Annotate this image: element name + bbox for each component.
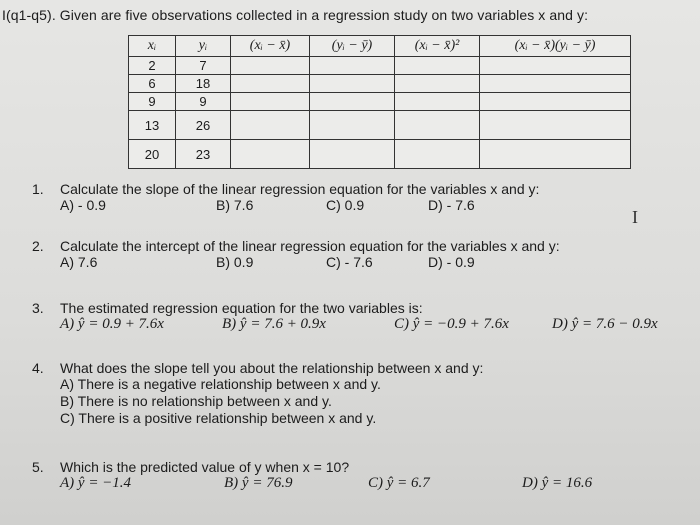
col-header-y-dev: (yᵢ − ȳ) bbox=[310, 36, 395, 57]
cell-y: 26 bbox=[176, 111, 231, 140]
cell-empty bbox=[231, 140, 310, 169]
table-row bbox=[129, 57, 631, 75]
cell-x: 2 bbox=[129, 57, 176, 75]
col-header-product: (xᵢ − x̄)(yᵢ − ȳ) bbox=[480, 36, 631, 57]
cell-empty bbox=[480, 75, 631, 93]
col-header-x-dev: (xᵢ − x̄) bbox=[231, 36, 310, 57]
question-number: 2. bbox=[32, 238, 44, 254]
cell-y: 23 bbox=[176, 140, 231, 169]
question-stem: Calculate the intercept of the linear regression equation for the variables x and y: bbox=[60, 238, 560, 254]
question-number: 5. bbox=[32, 459, 44, 475]
cell-empty bbox=[310, 111, 395, 140]
question-3 bbox=[32, 300, 658, 335]
question-stem: Calculate the slope of the linear regression equation for the variables x and y: bbox=[60, 181, 540, 197]
question-4 bbox=[32, 360, 483, 427]
cell-x: 13 bbox=[129, 111, 176, 140]
table-row bbox=[129, 75, 631, 93]
cell-y: 9 bbox=[176, 93, 231, 111]
option-b[interactable]: B) 0.9 bbox=[216, 254, 254, 270]
cell-empty bbox=[395, 111, 480, 140]
question-5 bbox=[32, 459, 593, 494]
option-b[interactable]: B) ŷ = 7.6 + 0.9x bbox=[222, 316, 326, 332]
option-d[interactable]: D) - 7.6 bbox=[428, 197, 475, 213]
option-a[interactable]: A) ŷ = −1.4 bbox=[60, 475, 132, 491]
option-a[interactable]: A) - 0.9 bbox=[60, 197, 106, 213]
cell-empty bbox=[310, 75, 395, 93]
cell-empty bbox=[395, 75, 480, 93]
question-number: 1. bbox=[32, 181, 44, 197]
observations-table bbox=[128, 35, 631, 169]
question-stem: The estimated regression equation for the two variables is: bbox=[60, 300, 423, 316]
option-b[interactable]: B) There is no relationship between x and y. bbox=[60, 393, 332, 409]
cell-empty bbox=[395, 93, 480, 111]
option-b[interactable]: B) 7.6 bbox=[216, 197, 254, 213]
question-2 bbox=[32, 238, 560, 273]
cell-empty bbox=[480, 140, 631, 169]
col-header-x: xᵢ bbox=[129, 36, 176, 57]
cell-x: 9 bbox=[129, 93, 176, 111]
cell-empty bbox=[480, 57, 631, 75]
cell-y: 7 bbox=[176, 57, 231, 75]
page-header: I(q1-q5). Given are five observations collected in a regression study on two variables x and y: bbox=[2, 7, 589, 23]
col-header-x-dev-sq: (xᵢ − x̄)² bbox=[395, 36, 480, 57]
cell-empty bbox=[231, 75, 310, 93]
option-d[interactable]: D) ŷ = 7.6 − 0.9x bbox=[552, 316, 658, 332]
option-c[interactable]: C) 0.9 bbox=[326, 197, 365, 213]
cell-empty bbox=[395, 57, 480, 75]
cell-y: 18 bbox=[176, 75, 231, 93]
question-stem: What does the slope tell you about the relationship between x and y: bbox=[60, 360, 484, 376]
option-a[interactable]: A) There is a negative relationship between x and y. bbox=[60, 376, 381, 392]
cell-empty bbox=[231, 57, 310, 75]
option-a[interactable]: A) 7.6 bbox=[60, 254, 98, 270]
question-number: 3. bbox=[32, 300, 44, 316]
cell-x: 6 bbox=[129, 75, 176, 93]
table-row bbox=[129, 140, 631, 169]
table-row bbox=[129, 111, 631, 140]
option-d[interactable]: D) ŷ = 16.6 bbox=[522, 475, 593, 491]
cell-empty bbox=[395, 140, 480, 169]
option-d[interactable]: D) - 0.9 bbox=[428, 254, 475, 270]
option-c[interactable]: C) ŷ = 6.7 bbox=[368, 475, 430, 491]
table-header-row bbox=[129, 36, 631, 57]
cell-empty bbox=[480, 111, 631, 140]
cell-empty bbox=[310, 140, 395, 169]
cell-x: 20 bbox=[129, 140, 176, 169]
text-cursor-icon: I bbox=[632, 207, 638, 227]
cell-empty bbox=[310, 93, 395, 111]
option-c[interactable]: C) - 7.6 bbox=[326, 254, 373, 270]
question-number: 4. bbox=[32, 360, 44, 376]
cell-empty bbox=[480, 93, 631, 111]
question-stem: Which is the predicted value of y when x = 10? bbox=[60, 459, 350, 475]
option-c[interactable]: C) ŷ = −0.9 + 7.6x bbox=[394, 316, 509, 332]
cell-empty bbox=[310, 57, 395, 75]
cell-empty bbox=[231, 111, 310, 140]
col-header-y: yᵢ bbox=[176, 36, 231, 57]
option-b[interactable]: B) ŷ = 76.9 bbox=[224, 475, 293, 491]
option-c[interactable]: C) There is a positive relationship between x and y. bbox=[60, 410, 377, 426]
question-1 bbox=[32, 181, 539, 216]
table-row bbox=[129, 93, 631, 111]
cell-empty bbox=[231, 93, 310, 111]
option-a[interactable]: A) ŷ = 0.9 + 7.6x bbox=[60, 316, 164, 332]
